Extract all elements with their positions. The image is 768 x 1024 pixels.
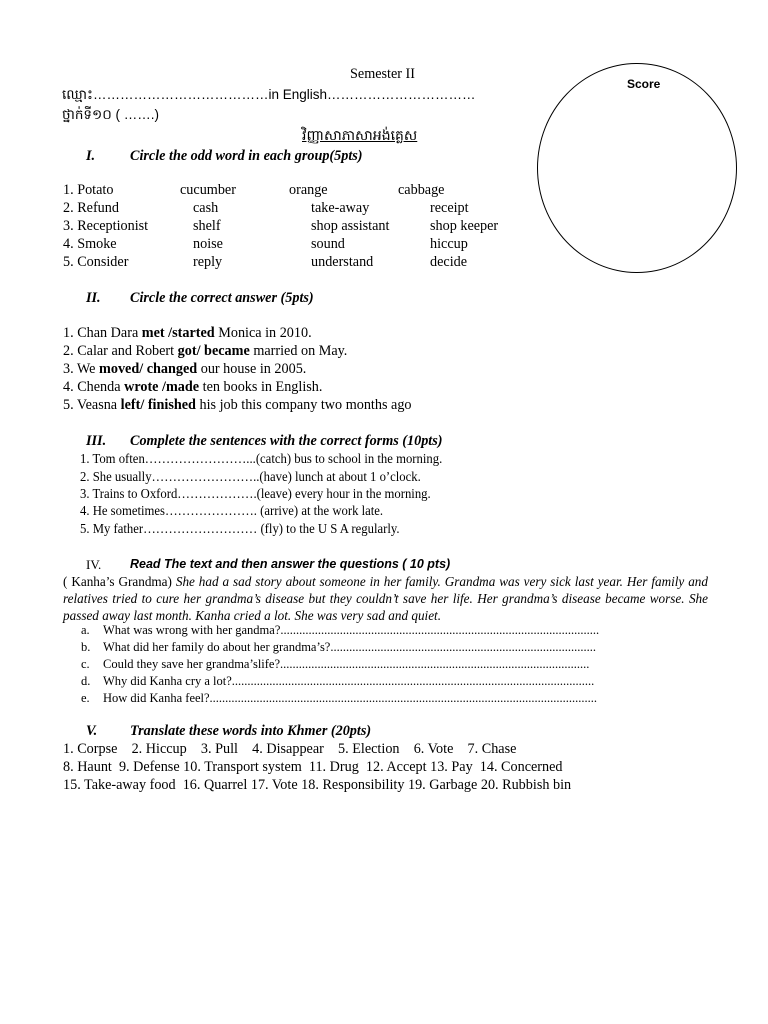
score-box: [537, 63, 737, 273]
question-text: Could they save her grandma’slife?...................................................................................................: [103, 657, 590, 671]
section2-number: II.: [86, 290, 101, 306]
word-cell: 2. Refund: [63, 200, 119, 216]
word-cell: cash: [193, 200, 219, 216]
fill-item: 2. She usually……………………..(have) lunch at about 1 o’clock.: [80, 469, 421, 484]
question-text: How did Kanha feel?............................................................................................................................: [103, 691, 598, 705]
semester-title: Semester II: [350, 66, 416, 82]
vocab-line: 1. Corpse 2. Hiccup 3. Pull 4. Disappear 5. Election 6. Vote 7. Chase: [63, 741, 517, 757]
score-label: Score: [627, 77, 661, 91]
word-cell: understand: [311, 254, 374, 270]
section5-number: V.: [86, 723, 98, 739]
subject-title: វិញ្ញាសាភាសាអង់គ្លេស: [302, 127, 418, 143]
reading-text-body: She had a sad story about someone in her family. Grandma was very sick last year. Her family and relatives tried to cure her grandma’s disease but they couldn’t save her life. Her grandma’s disease became worse. She passed away last month. Kanha cried a lot. She was very sad and quiet.: [63, 574, 708, 623]
word-cell: 4. Smoke: [63, 236, 117, 252]
section3-title: Complete the sentences with the correct forms (10pts): [130, 433, 443, 449]
word-cell: 3. Receptionist: [63, 218, 149, 234]
section1-title: Circle the odd word in each group(5pts): [130, 148, 363, 164]
word-cell: 5. Consider: [63, 254, 129, 270]
answer-item: 3. We moved/ changed our house in 2005.: [63, 361, 307, 377]
reading-text: [63, 573, 708, 624]
vocab-line: 8. Haunt 9. Defense 10. Transport system 11. Drug 12. Accept 13. Pay 14. Concerned: [63, 759, 563, 775]
question-text: Why did Kanha cry a lot?....................................................................................................................: [103, 674, 595, 688]
word-cell: shop assistant: [311, 218, 390, 234]
word-cell: cabbage: [398, 182, 445, 198]
section1-number: I.: [86, 148, 96, 164]
word-cell: orange: [289, 182, 328, 198]
word-cell: cucumber: [180, 182, 236, 198]
section3-number: III.: [86, 433, 107, 449]
question-text: What was wrong with her gandma?......................................................................................................: [103, 623, 600, 637]
word-cell: shop keeper: [430, 218, 499, 234]
answer-item: 1. Chan Dara met /started Monica in 2010.: [63, 325, 312, 341]
answer-item: 2. Calar and Robert got/ became married on May.: [63, 343, 348, 359]
question-letter: a.: [81, 623, 90, 637]
section2-title: Circle the correct answer (5pts): [130, 290, 314, 306]
word-cell: sound: [311, 236, 345, 252]
question-letter: c.: [81, 657, 90, 671]
class-line: ថ្នាក់ទី១០ ( …….): [62, 107, 160, 122]
section4-number: IV.: [86, 557, 102, 572]
fill-item: 3. Trains to Oxford……………….(leave) every hour in the morning.: [80, 486, 431, 501]
word-cell: shelf: [193, 218, 221, 234]
question-text: What did her family do about her grandma’s?.....................................................................................: [103, 640, 596, 654]
section5-title: Translate these words into Khmer (20pts): [130, 723, 372, 739]
word-cell: decide: [430, 254, 468, 270]
answer-item: 5. Veasna left/ finished his job this company two months ago: [63, 397, 412, 413]
word-cell: noise: [193, 236, 223, 252]
answer-item: 4. Chenda wrote /made ten books in English.: [63, 379, 323, 395]
section4-title: Read The text and then answer the questions ( 10 pts): [130, 557, 451, 571]
vocab-line: 15. Take-away food 16. Quarrel 17. Vote 18. Responsibility 19. Garbage 20. Rubbish bin: [63, 777, 572, 793]
word-cell: hiccup: [430, 236, 468, 252]
question-letter: e.: [81, 691, 90, 705]
fill-item: 4. He sometimes…………………. (arrive) at the work late.: [80, 503, 384, 518]
word-cell: 1. Potato: [63, 182, 114, 198]
reading-text-title: ( Kanha’s Grandma): [63, 574, 172, 589]
question-letter: d.: [81, 674, 91, 688]
fill-item: 5. My father……………………… (fly) to the U S A regularly.: [80, 521, 400, 536]
name-line: ឈ្មោះ…………………………………in English……………………………: [62, 87, 476, 102]
word-cell: receipt: [430, 200, 469, 216]
question-letter: b.: [81, 640, 91, 654]
fill-item: 1. Tom often……………………...(catch) bus to school in the morning.: [80, 451, 443, 466]
word-cell: reply: [193, 254, 223, 270]
word-cell: take-away: [311, 200, 370, 216]
